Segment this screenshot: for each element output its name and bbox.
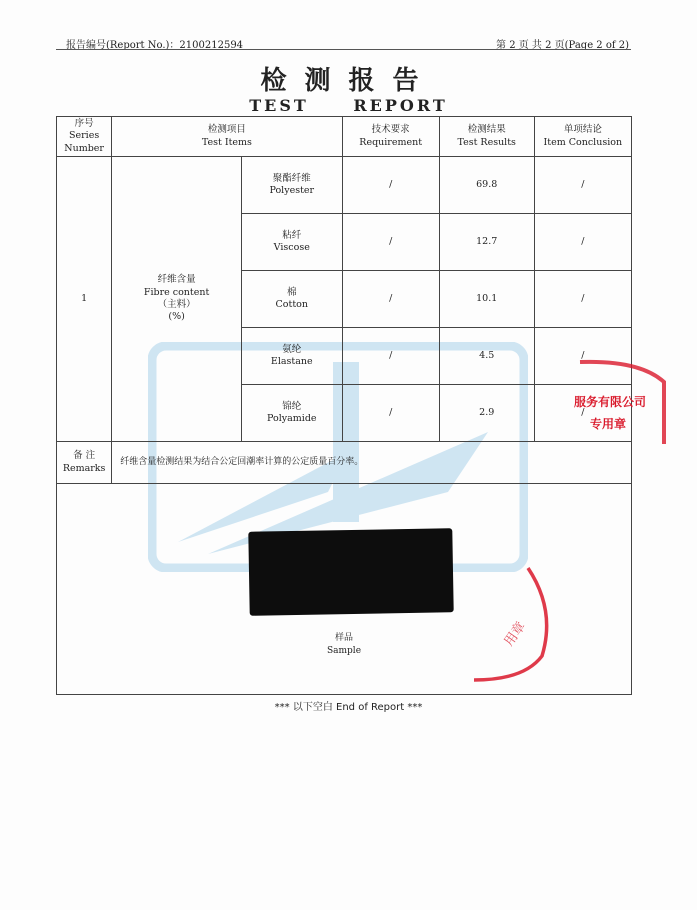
remarks-label: 备 注 Remarks — [57, 442, 112, 484]
report-number: 报告编号(Report No.)：2100212594 — [66, 40, 244, 51]
fibre-content-group: 纤维含量 Fibre content （主料） (%) — [112, 157, 242, 442]
requirement-cell: / — [342, 214, 439, 271]
item-name: 棉 Cotton — [241, 271, 342, 328]
svg-text:用章: 用章 — [501, 619, 529, 650]
svg-text:专用章: 专用章 — [590, 417, 627, 431]
item-name: 锦纶 Polyamide — [241, 385, 342, 442]
requirement-cell: / — [342, 385, 439, 442]
header-test-items: 检测项目 Test Items — [112, 117, 342, 157]
table-row — [57, 157, 632, 214]
conclusion-cell: / — [534, 385, 631, 442]
result-cell: 69.8 — [439, 157, 534, 214]
conclusion-cell: / — [534, 157, 631, 214]
series-number: 1 — [57, 157, 112, 442]
svg-text:服务有限公司: 服务有限公司 — [574, 395, 647, 409]
item-name: 聚酯纤维 Polyester — [241, 157, 342, 214]
sample-area — [56, 484, 632, 695]
result-cell: 2.9 — [439, 385, 534, 442]
result-cell: 10.1 — [439, 271, 534, 328]
header-series: 序号 Series Number — [57, 117, 112, 157]
remarks-row — [57, 442, 632, 484]
conclusion-cell: / — [534, 271, 631, 328]
result-cell: 12.7 — [439, 214, 534, 271]
item-name: 氨纶 Elastane — [241, 328, 342, 385]
header-results: 检测结果 Test Results — [439, 117, 534, 157]
title-chinese: 检测报告 — [260, 66, 437, 96]
requirement-cell: / — [342, 157, 439, 214]
sample-photo — [248, 528, 453, 616]
conclusion-cell: / — [534, 214, 631, 271]
result-cell: 4.5 — [439, 328, 534, 385]
requirement-cell: / — [342, 328, 439, 385]
title-english: TEST REPORT — [249, 96, 448, 115]
item-name: 粘纤 Viscose — [241, 214, 342, 271]
header-conclusion: 单项结论 Item Conclusion — [534, 117, 631, 157]
page-indicator: 第 2 页 共 2 页(Page 2 of 2) — [496, 40, 629, 51]
conclusion-cell: / — [534, 328, 631, 385]
header-requirement: 技术要求 Requirement — [342, 117, 439, 157]
end-of-report: *** 以下空白 End of Report *** — [274, 702, 423, 713]
header-rule — [56, 49, 631, 50]
sample-label: 样品 Sample — [326, 633, 362, 656]
results-table — [56, 116, 632, 484]
requirement-cell: / — [342, 271, 439, 328]
remarks-text: 纤维含量检测结果为结合公定回潮率计算的公定质量百分率。 — [112, 442, 632, 484]
